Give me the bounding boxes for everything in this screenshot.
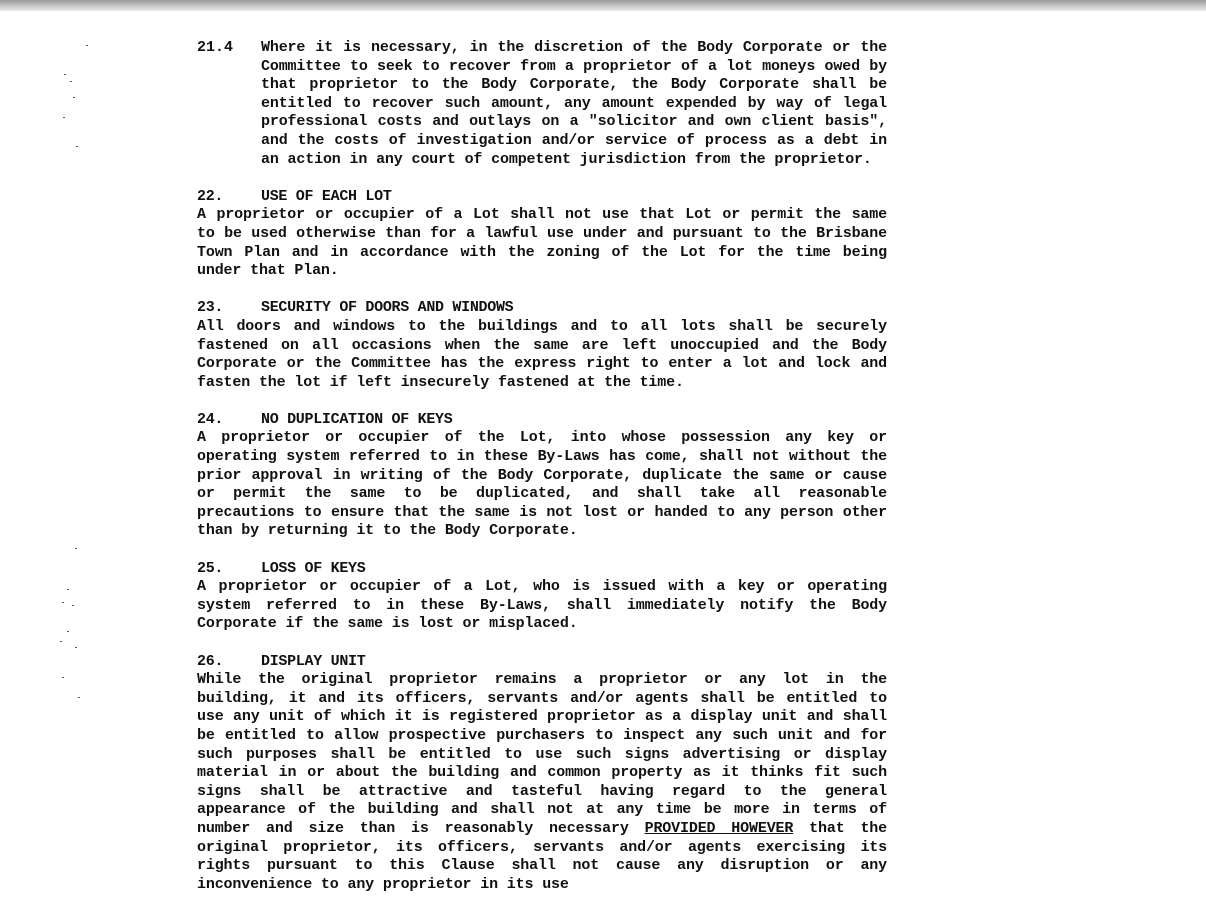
section-text-after: that the original proprietor, its officers, servants and/or agents exercising its rights pursuant to this Clause shall not cause any disruption or any inconvenience to any proprietor in its use xyxy=(197,819,888,893)
scan-speck xyxy=(62,677,64,678)
clause-text: Where it is necessary, in the discretion of the Body Corporate or the Committee to seek to recover from a proprietor of a lot moneys owed by that proprietor to the Body Corporate, the Body Corporate shall be entitled to recover such amount, any amount expended by way of legal professional costs and outlays on a "solicitor and own client basis", and the costs of investigation and/or service of process as a debt in an action in any court of competent jurisdiction from the proprietor. xyxy=(261,39,887,168)
section-text: A proprietor or occupier of a Lot, who is issued with a key or operating system referred to in these By-Laws, shall immediately notify the Body Corporate if the same is lost or misplaced. xyxy=(197,578,887,633)
section-heading xyxy=(197,411,887,430)
section-text: A proprietor or occupier of a Lot shall not use that Lot or permit the same to be used otherwise than for a lawful use under and pursuant to the Brisbane Town Plan and in accordance with the zoning of the Lot for the time being under that Plan. xyxy=(197,206,887,280)
scan-speck xyxy=(64,74,66,75)
section-text-before: While the original proprietor remains a proprietor or any lot in the building, it and its officers, servants and/or agents shall be entitled to use any unit of which it is registered proprietor as a display unit and shall be entitled to allow prospective purchasers to inspect any such unit and for such purposes shall be entitled to use such signs advertising or display material in or about the building and common property as it thinks fit such signs shall be attractive and tasteful having regard to the general appearance of the building and shall not at any time be more in terms of number and size than is reasonably necessary xyxy=(197,671,887,837)
scan-speck xyxy=(70,81,72,82)
section-heading xyxy=(197,188,887,207)
section-text: All doors and windows to the buildings and to all lots shall be securely fastened on all occasions when the same are left unoccupied and the Body Corporate or the Committee has the express right to enter a lot and lock and fasten the lot if left insecurely fastened at the time. xyxy=(197,317,887,391)
scan-speck xyxy=(72,605,74,606)
scan-speck xyxy=(73,97,75,98)
section-23-security-of-doors xyxy=(197,299,887,392)
scan-speck xyxy=(75,647,77,648)
section-text: A proprietor or occupier of the Lot, into whose possession any key or operating system referred to in these By-Laws has come, shall not without the prior approval in writing of the Body Corporate, duplicate the same or cause or permit the same to be duplicated, and shall take all reasonable precautions to ensure that the same is not lost or handed to any person other than by returning it to the Body Corporate. xyxy=(197,429,887,540)
document-body xyxy=(197,39,887,894)
section-title: NO DUPLICATION OF KEYS xyxy=(261,410,453,428)
section-number: 24. xyxy=(197,410,224,428)
section-number: 23. xyxy=(197,299,224,317)
section-title: SECURITY OF DOORS AND WINDOWS xyxy=(261,299,514,317)
viewer-top-edge xyxy=(0,0,1206,11)
scan-speck xyxy=(76,146,78,147)
section-heading xyxy=(197,299,887,318)
section-22-use-of-each-lot xyxy=(197,188,887,281)
scan-speck xyxy=(75,548,77,549)
section-number: 25. xyxy=(197,559,224,577)
provided-however-underlined: PROVIDED HOWEVER xyxy=(644,819,794,837)
section-number: 22. xyxy=(197,187,224,205)
section-25-loss-of-keys xyxy=(197,560,887,634)
section-24-no-duplication-of-keys xyxy=(197,411,887,541)
section-title: DISPLAY UNIT xyxy=(261,652,366,670)
scan-speck xyxy=(67,589,69,590)
section-heading xyxy=(197,653,887,672)
scan-speck xyxy=(86,45,88,46)
scan-speck xyxy=(60,641,62,642)
section-heading xyxy=(197,560,887,579)
section-number: 26. xyxy=(197,652,224,670)
section-26-display-unit xyxy=(197,653,887,895)
scan-speck xyxy=(63,117,65,118)
scan-speck xyxy=(78,697,80,698)
clause-21-4 xyxy=(197,39,887,169)
section-title: LOSS OF KEYS xyxy=(261,559,366,577)
scan-speck xyxy=(62,602,64,603)
scan-speck xyxy=(67,631,69,632)
section-text xyxy=(197,671,887,894)
clause-number: 21.4 xyxy=(197,39,234,56)
document-page[interactable] xyxy=(0,11,1206,904)
section-title: USE OF EACH LOT xyxy=(261,187,392,205)
